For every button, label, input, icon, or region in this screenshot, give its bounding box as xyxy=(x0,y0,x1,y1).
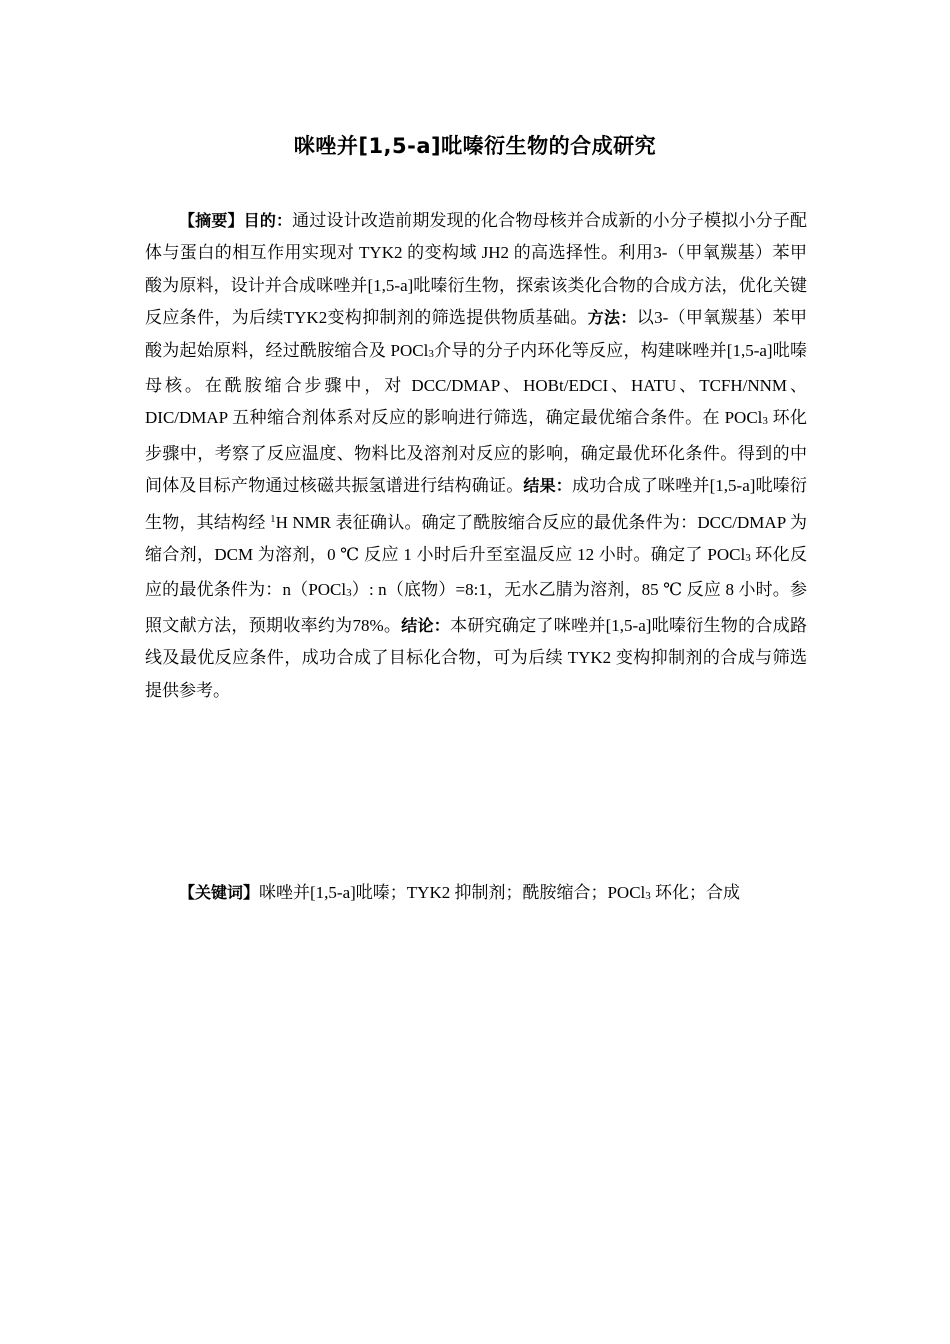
method-subscript-1: 3 xyxy=(428,347,434,360)
result-subscript-2: 3 xyxy=(346,587,352,600)
method-subscript-2: 3 xyxy=(762,415,768,428)
result-text-3: 环化反应的最优条件为：n（POCl xyxy=(145,545,807,600)
keywords-subscript: 3 xyxy=(645,890,651,902)
abstract-label: 【摘要】 xyxy=(179,211,244,230)
method-text-2: 介导的分子内环化等反应，构建咪唑并[1,5-a]吡嗪母核。在酰胺缩合步骤中，对 DCC/DMAP、HOBt/EDCI、HATU、TCFH/NNM、DIC/DMAP 五种缩合剂体系对反应的影响进行筛选，确定最优缩合条件。在 POCl xyxy=(145,340,808,428)
keywords-text-2: 环化；合成 xyxy=(650,883,741,902)
result-text-1: 成功合成了咪唑并[1,5-a]吡嗪衍生物，其结构经 xyxy=(145,476,807,532)
document-title: 咪唑并[1,5-a]吡嗪衍生物的合成研究 xyxy=(293,134,657,159)
purpose-label: 目的： xyxy=(243,211,293,230)
result-subscript-1: 3 xyxy=(745,552,751,565)
method-text-3: 环化步骤中，考察了反应温度、物料比及溶剂对反应的影响，确定最优环化条件。得到的中间体及目标产物通过核磁共振氢谱进行结构确证。 xyxy=(145,408,807,496)
conclusion-text: 本研究确定了咪唑并[1,5-a]吡嗪衍生物的合成路线及最优反应条件，成功合成了目标化合物，可为后续 TYK2 变构抑制剂的合成与筛选提供参考。 xyxy=(145,615,807,700)
result-label: 结果： xyxy=(523,476,573,496)
result-text-4: ）: n（底物）=8:1，无水乙腈为溶剂，85 ℃ 反应 8 小时。参照文献方法，预期收率约为78%。 xyxy=(145,580,807,635)
keywords-text-1: 咪唑并[1,5-a]吡嗪；TYK2 抑制剂；酰胺缩合；POCl xyxy=(259,883,646,902)
result-superscript: 1 xyxy=(270,512,276,525)
result-text-2: H NMR 表征确认。确定了酰胺缩合反应的最优条件为：DCC/DMAP 为缩合剂，DCM 为溶剂，0 ℃ 反应 1 小时后升至室温反应 12 小时。确定了 POCl xyxy=(145,512,807,565)
keywords-paragraph xyxy=(145,877,807,912)
keywords-label: 【关键词】 xyxy=(179,883,260,902)
method-label: 方法： xyxy=(587,308,637,328)
method-text-1: 以3-（甲氧羰基）苯甲酸为起始原料，经过酰胺缩合及 POCl xyxy=(145,308,807,360)
abstract-paragraph xyxy=(145,205,807,707)
purpose-text: 通过设计改造前期发现的化合物母核并合成新的小分子模拟小分子配体与蛋白的相互作用实现对 TYK2 的变构域 JH2 的高选择性。利用3-（甲氧羰基）苯甲酸为原料，设计并合成咪唑并[1,5-a]吡嗪衍生物，探索该类化合物的合成方法，优化关键反应条件，为后续TYK2变构抑制剂的筛选提供物质基础。 xyxy=(145,211,807,328)
conclusion-label: 结论： xyxy=(401,615,451,635)
